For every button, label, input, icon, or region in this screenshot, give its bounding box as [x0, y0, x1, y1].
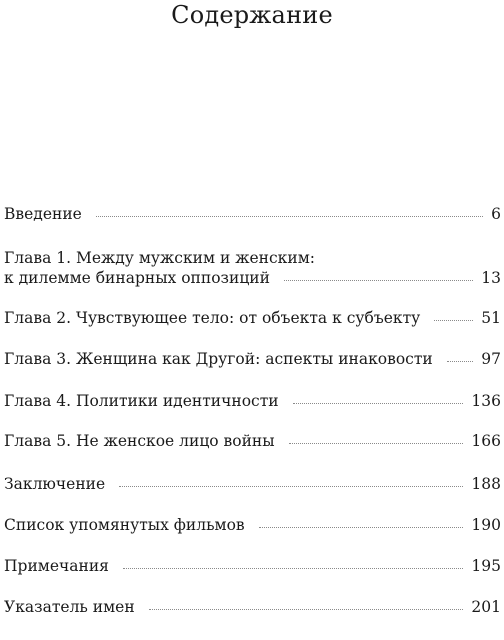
toc-entry-chapter-5[interactable] [4, 431, 501, 451]
toc-entry-chapter-2[interactable] [4, 308, 501, 328]
dot-leader [284, 279, 473, 281]
toc-entry-introduction[interactable] [4, 204, 501, 224]
toc-entry-label: Глава 2. Чувствующее тело: от объекта к субъекту [4, 309, 421, 327]
dot-leader [96, 215, 483, 217]
toc-entry-label: Заключение [4, 475, 106, 493]
toc-entry-name-index[interactable] [4, 597, 501, 617]
dot-leader [289, 442, 464, 444]
dot-leader [149, 608, 464, 610]
toc-entry-page: 195 [471, 557, 501, 575]
toc-entry-label: к дилемме бинарных оппозиций [4, 269, 270, 287]
dot-leader [259, 526, 464, 528]
toc-entry-notes[interactable] [4, 556, 501, 576]
toc-entry-chapter-1[interactable] [4, 248, 501, 288]
toc-entry-chapter-3[interactable] [4, 349, 501, 369]
toc-entry-label: Примечания [4, 557, 109, 575]
dot-leader [123, 567, 463, 569]
toc-entry-label-line1: Глава 1. Между мужским и женским: [4, 249, 315, 267]
toc-entry-page: 188 [471, 475, 501, 493]
toc-entry-page: 201 [471, 598, 501, 616]
dot-leader [293, 402, 464, 404]
toc-entry-film-list[interactable] [4, 515, 501, 535]
toc-entry-page: 166 [471, 432, 501, 450]
toc-entry-page: 6 [491, 205, 501, 223]
toc-entry-label: Список упомянутых фильмов [4, 516, 245, 534]
toc-entry-chapter-4[interactable] [4, 391, 501, 411]
toc-entry-label: Введение [4, 205, 82, 223]
toc-entry-label: Глава 5. Не женское лицо войны [4, 432, 275, 450]
dot-leader [434, 319, 473, 321]
toc-entry-page: 51 [481, 309, 501, 327]
toc-entry-page: 190 [471, 516, 501, 534]
dot-leader [447, 360, 474, 362]
page-title: Содержание [171, 1, 333, 29]
toc-entry-page: 97 [481, 350, 501, 368]
toc-entry-page: 136 [471, 392, 501, 410]
toc-entry-label: Глава 3. Женщина как Другой: аспекты инаковости [4, 350, 433, 368]
toc-entry-page: 13 [481, 269, 501, 287]
dot-leader [119, 485, 463, 487]
toc-entry-label: Глава 4. Политики идентичности [4, 392, 279, 410]
toc-entry-conclusion[interactable] [4, 474, 501, 494]
toc-entry-label: Указатель имен [4, 598, 135, 616]
